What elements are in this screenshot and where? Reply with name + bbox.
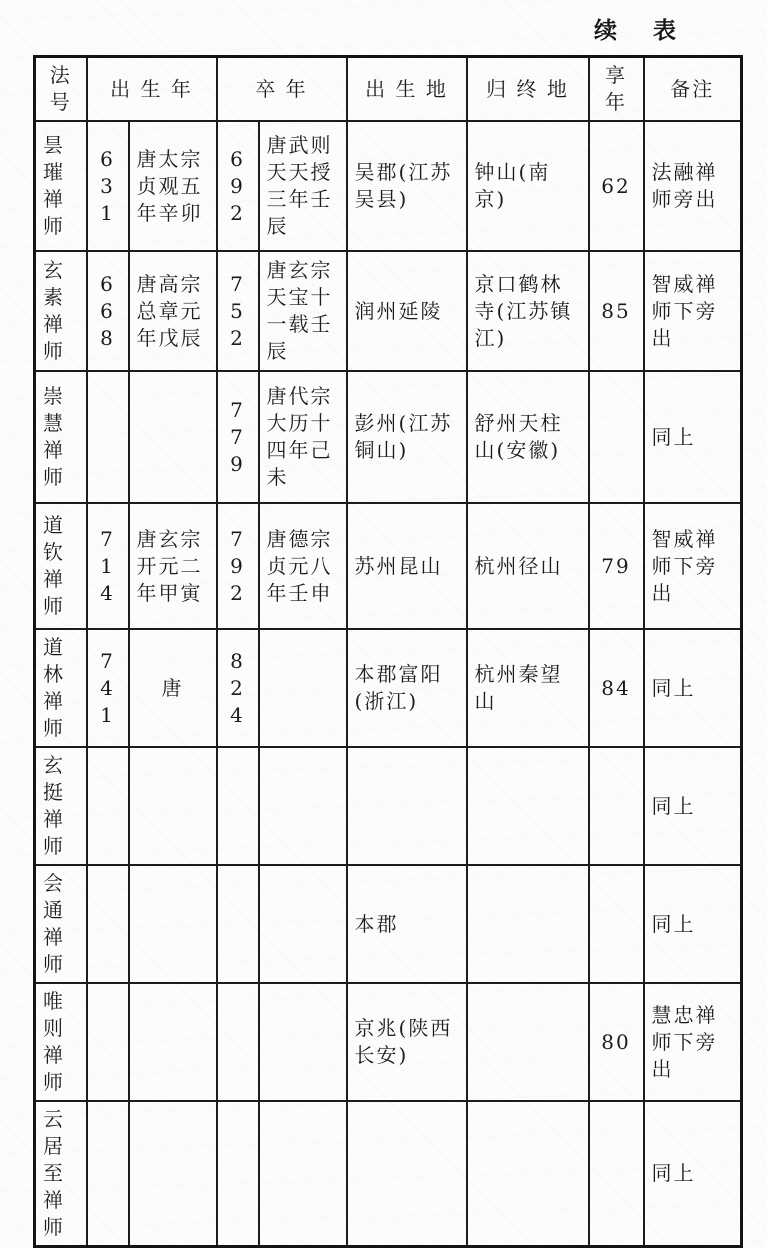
- cell-name: 会通禅师: [35, 865, 87, 983]
- table-row: [35, 747, 742, 865]
- cell-birth-year-era: 唐: [129, 629, 217, 747]
- cell-death-place: 舒州天柱山(安徽): [467, 371, 589, 503]
- cell-birthplace: [347, 747, 467, 865]
- cell-name: 道钦禅师: [35, 503, 87, 629]
- table-row: [35, 983, 742, 1101]
- cell-name: 唯则禅师: [35, 983, 87, 1101]
- cell-remarks: 智威禅师下旁出: [644, 503, 742, 629]
- header-birth-year: 出 生 年: [87, 57, 217, 122]
- cell-remarks: 同上: [644, 1101, 742, 1247]
- cell-death-year-num: 792: [217, 503, 259, 629]
- cell-death-year-num: 692: [217, 121, 259, 251]
- cell-death-place: [467, 983, 589, 1101]
- cell-remarks: 同上: [644, 371, 742, 503]
- cell-age: 62: [589, 121, 644, 251]
- header-age: 享年: [589, 57, 644, 122]
- cell-age: 85: [589, 251, 644, 371]
- cell-birthplace: 苏州昆山: [347, 503, 467, 629]
- cell-death-place: 钟山(南京): [467, 121, 589, 251]
- cell-birthplace: 彭州(江苏铜山): [347, 371, 467, 503]
- cell-remarks: 同上: [644, 629, 742, 747]
- cell-age: [589, 371, 644, 503]
- cell-age: 80: [589, 983, 644, 1101]
- cell-name: 道林禅师: [35, 629, 87, 747]
- cell-birth-year-era: [129, 371, 217, 503]
- cell-death-year-num: 779: [217, 371, 259, 503]
- cell-death-year-num: [217, 865, 259, 983]
- header-birthplace: 出 生 地: [347, 57, 467, 122]
- cell-death-year-num: 824: [217, 629, 259, 747]
- cell-death-year-num: 752: [217, 251, 259, 371]
- cell-age: 84: [589, 629, 644, 747]
- zen-masters-table: [33, 55, 743, 1248]
- cell-remarks: 法融禅师旁出: [644, 121, 742, 251]
- table-row: [35, 121, 742, 251]
- table-row: [35, 1101, 742, 1247]
- cell-birth-year-num: 714: [87, 503, 129, 629]
- cell-age: 79: [589, 503, 644, 629]
- cell-birth-year-num: [87, 1101, 129, 1247]
- cell-death-year-num: [217, 1101, 259, 1247]
- cell-birth-year-num: [87, 983, 129, 1101]
- cell-birth-year-era: [129, 983, 217, 1101]
- table-row: [35, 629, 742, 747]
- cell-birth-year-num: [87, 371, 129, 503]
- cell-birth-year-era: [129, 747, 217, 865]
- cell-death-year-era: [259, 747, 347, 865]
- cell-death-year-era: 唐武则天天授三年壬辰: [259, 121, 347, 251]
- cell-remarks: 智威禅师下旁出: [644, 251, 742, 371]
- cell-birth-year-num: 668: [87, 251, 129, 371]
- cell-birth-year-era: 唐玄宗开元二年甲寅: [129, 503, 217, 629]
- table-row: [35, 251, 742, 371]
- cell-death-year-era: 唐玄宗天宝十一载壬辰: [259, 251, 347, 371]
- cell-age: [589, 747, 644, 865]
- cell-name: 玄挺禅师: [35, 747, 87, 865]
- cell-age: [589, 1101, 644, 1247]
- table-row: [35, 371, 742, 503]
- cell-birthplace: [347, 1101, 467, 1247]
- continued-table-label: 续 表: [593, 17, 690, 44]
- cell-death-year-era: [259, 1101, 347, 1247]
- cell-death-place: [467, 865, 589, 983]
- header-dharma-name: 法号: [35, 57, 87, 122]
- cell-birthplace: 吴郡(江苏吴县): [347, 121, 467, 251]
- table-row: [35, 865, 742, 983]
- cell-name: 昙璀禅师: [35, 121, 87, 251]
- header-remarks: 备注: [644, 57, 742, 122]
- cell-death-year-era: [259, 629, 347, 747]
- cell-death-place: 京口鹤林寺(江苏镇江): [467, 251, 589, 371]
- cell-death-year-era: [259, 983, 347, 1101]
- cell-death-place: [467, 747, 589, 865]
- cell-birth-year-era: [129, 1101, 217, 1247]
- cell-name: 玄素禅师: [35, 251, 87, 371]
- cell-birth-year-num: 631: [87, 121, 129, 251]
- header-death-place: 归 终 地: [467, 57, 589, 122]
- cell-death-place: 杭州径山: [467, 503, 589, 629]
- cell-birthplace: 本郡富阳(浙江): [347, 629, 467, 747]
- cell-remarks: 同上: [644, 865, 742, 983]
- cell-remarks: 同上: [644, 747, 742, 865]
- cell-death-year-num: [217, 983, 259, 1101]
- table-header-row: [35, 57, 742, 122]
- table-row: [35, 503, 742, 629]
- cell-birth-year-era: 唐太宗贞观五年辛卯: [129, 121, 217, 251]
- cell-death-place: [467, 1101, 589, 1247]
- cell-birth-year-era: 唐高宗总章元年戊辰: [129, 251, 217, 371]
- cell-name: 崇慧禅师: [35, 371, 87, 503]
- cell-death-year-era: [259, 865, 347, 983]
- cell-remarks: 慧忠禅师下旁出: [644, 983, 742, 1101]
- cell-death-year-era: 唐德宗贞元八年壬申: [259, 503, 347, 629]
- cell-birthplace: 京兆(陕西长安): [347, 983, 467, 1101]
- cell-birth-year-era: [129, 865, 217, 983]
- cell-age: [589, 865, 644, 983]
- cell-death-year-era: 唐代宗大历十四年己未: [259, 371, 347, 503]
- cell-birth-year-num: 741: [87, 629, 129, 747]
- cell-name: 云居至禅师: [35, 1101, 87, 1247]
- cell-death-place: 杭州秦望山: [467, 629, 589, 747]
- header-death-year: 卒 年: [217, 57, 347, 122]
- cell-death-year-num: [217, 747, 259, 865]
- cell-birthplace: 润州延陵: [347, 251, 467, 371]
- cell-birth-year-num: [87, 747, 129, 865]
- cell-birth-year-num: [87, 865, 129, 983]
- cell-birthplace: 本郡: [347, 865, 467, 983]
